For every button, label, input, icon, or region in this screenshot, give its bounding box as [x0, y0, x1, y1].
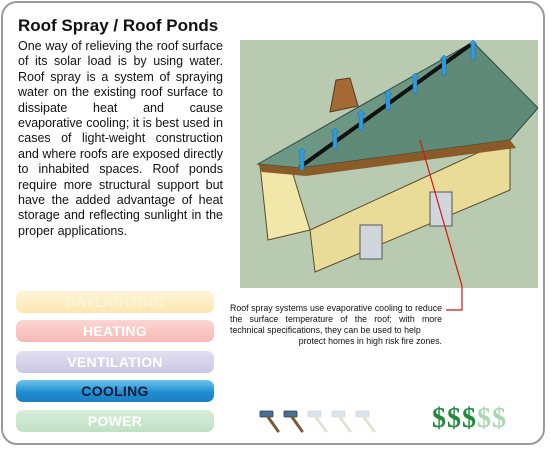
description-text: One way of relieving the roof surface of its solar load is by using water. Roof spray is a system of spraying water on the existing roof surface to dissipate heat and cause evaporative cooling; it is best used in cases of light-weight construction and where roofs are exposed directly to inhabited spaces. Roof ponds require more structural support but have the added advantage of heat storage and reflecting sunlight in the proper applications. — [18, 39, 223, 238]
nav-heating-button[interactable]: HEATING — [16, 320, 214, 342]
nav-daylighting-button[interactable]: DAYLIGHTING — [16, 291, 214, 313]
nav-ventilation-button[interactable]: VENTILATION — [16, 351, 214, 373]
door-window — [360, 225, 382, 259]
caption-main: Roof spray systems use evaporative cooling to reduce the surface temperature of the roof; with more technical specifications, they can be used to help — [230, 303, 442, 335]
hammer-icon — [356, 411, 374, 431]
nav-cooling-button[interactable]: COOLING — [16, 380, 214, 402]
nav-power-button[interactable]: POWER — [16, 410, 214, 432]
dollar-icon: $ — [432, 403, 446, 434]
difficulty-rating — [258, 407, 382, 433]
dollar-icon: $ — [492, 403, 506, 434]
hammer-icon — [284, 411, 302, 431]
cost-rating — [432, 403, 506, 435]
house-roof-spray-illustration — [240, 40, 538, 288]
dollar-icon: $ — [447, 403, 461, 434]
hammer-icon — [260, 411, 278, 431]
hammer-icon — [308, 411, 326, 431]
caption-last-line: protect homes in high risk fire zones. — [298, 336, 442, 346]
page-title: Roof Spray / Roof Ponds — [18, 16, 219, 35]
door-window — [430, 192, 452, 226]
illustration-caption — [230, 303, 442, 347]
dollar-icon: $ — [462, 403, 476, 434]
hammer-icon — [332, 411, 350, 431]
dollar-icon: $ — [477, 403, 491, 434]
